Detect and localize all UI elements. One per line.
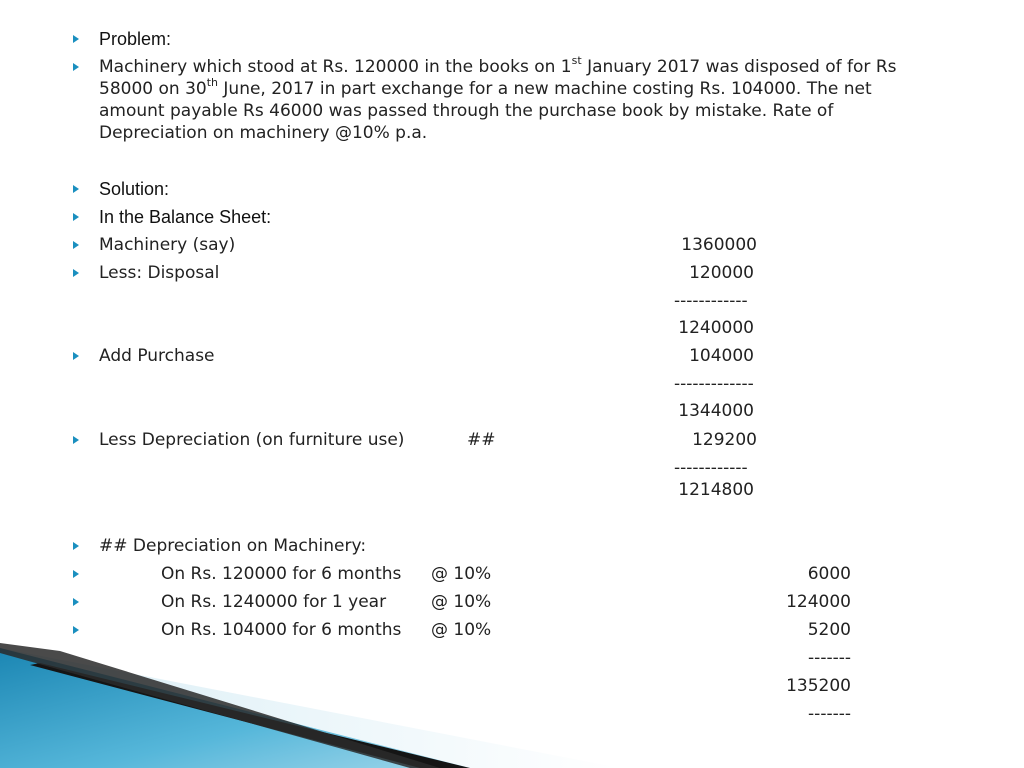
row-value: 104000 xyxy=(689,346,754,366)
depreciation-total: 135200 xyxy=(786,676,851,696)
row-label: Machinery (say) xyxy=(99,235,236,255)
depreciation-label: On Rs. 120000 for 6 months xyxy=(161,564,402,584)
depreciation-value: 124000 xyxy=(786,592,851,612)
subtotal-value: 1344000 xyxy=(678,401,754,421)
problem-heading: Problem: xyxy=(99,29,172,49)
bullet-icon xyxy=(73,35,79,43)
subtotal-value: 1240000 xyxy=(678,318,754,338)
separator-rule: ------- xyxy=(808,704,851,724)
row-label: Less Depreciation (on furniture use) xyxy=(99,430,405,450)
depreciation-value: 5200 xyxy=(807,620,851,640)
depreciation-heading: ## Depreciation on Machinery: xyxy=(99,536,367,556)
bullet-icon xyxy=(73,352,79,360)
bullet-icon xyxy=(73,542,79,550)
separator-rule: ------------ xyxy=(674,458,748,478)
depreciation-label: On Rs. 104000 for 6 months xyxy=(161,620,402,640)
row-value: 129200 xyxy=(692,430,757,450)
bullet-icon xyxy=(73,213,79,221)
problem-text-line-2: 58000 on 30th June, 2017 in part exchange for a new machine costing Rs. 104000. The net xyxy=(99,76,872,99)
bullet-icon xyxy=(73,63,79,71)
depreciation-label: On Rs. 1240000 for 1 year xyxy=(161,592,387,612)
row-value: 1360000 xyxy=(681,235,757,255)
bullet-icon xyxy=(73,241,79,249)
total-value: 1214800 xyxy=(678,480,754,500)
bullet-icon xyxy=(73,626,79,634)
depreciation-rate: @ 10% xyxy=(431,592,492,612)
bullet-icon xyxy=(73,185,79,193)
depreciation-rate: @ 10% xyxy=(431,620,492,640)
row-label: Less: Disposal xyxy=(99,263,220,283)
separator-rule: ------- xyxy=(808,648,851,668)
separator-rule: ------------ xyxy=(674,291,748,311)
bullet-icon xyxy=(73,570,79,578)
depreciation-rate: @ 10% xyxy=(431,564,492,584)
bullet-icon xyxy=(73,436,79,444)
separator-rule: ------------- xyxy=(674,374,754,394)
problem-text-line-3: amount payable Rs 46000 was passed through the purchase book by mistake. Rate of xyxy=(99,101,834,121)
row-label: Add Purchase xyxy=(99,346,215,366)
problem-text-line-4: Depreciation on machinery @10% p.a. xyxy=(99,123,428,143)
bullet-icon xyxy=(73,269,79,277)
depreciation-value: 6000 xyxy=(807,564,851,584)
problem-text-line-1: Machinery which stood at Rs. 120000 in the books on 1st January 2017 was disposed of for Rs xyxy=(99,54,897,77)
solution-heading: Solution: xyxy=(99,179,170,199)
footnote-marker: ## xyxy=(467,430,496,450)
row-value: 120000 xyxy=(689,263,754,283)
corner-swoosh-decoration xyxy=(0,643,620,768)
bullet-icon xyxy=(73,598,79,606)
balance-sheet-heading: In the Balance Sheet: xyxy=(99,207,272,227)
